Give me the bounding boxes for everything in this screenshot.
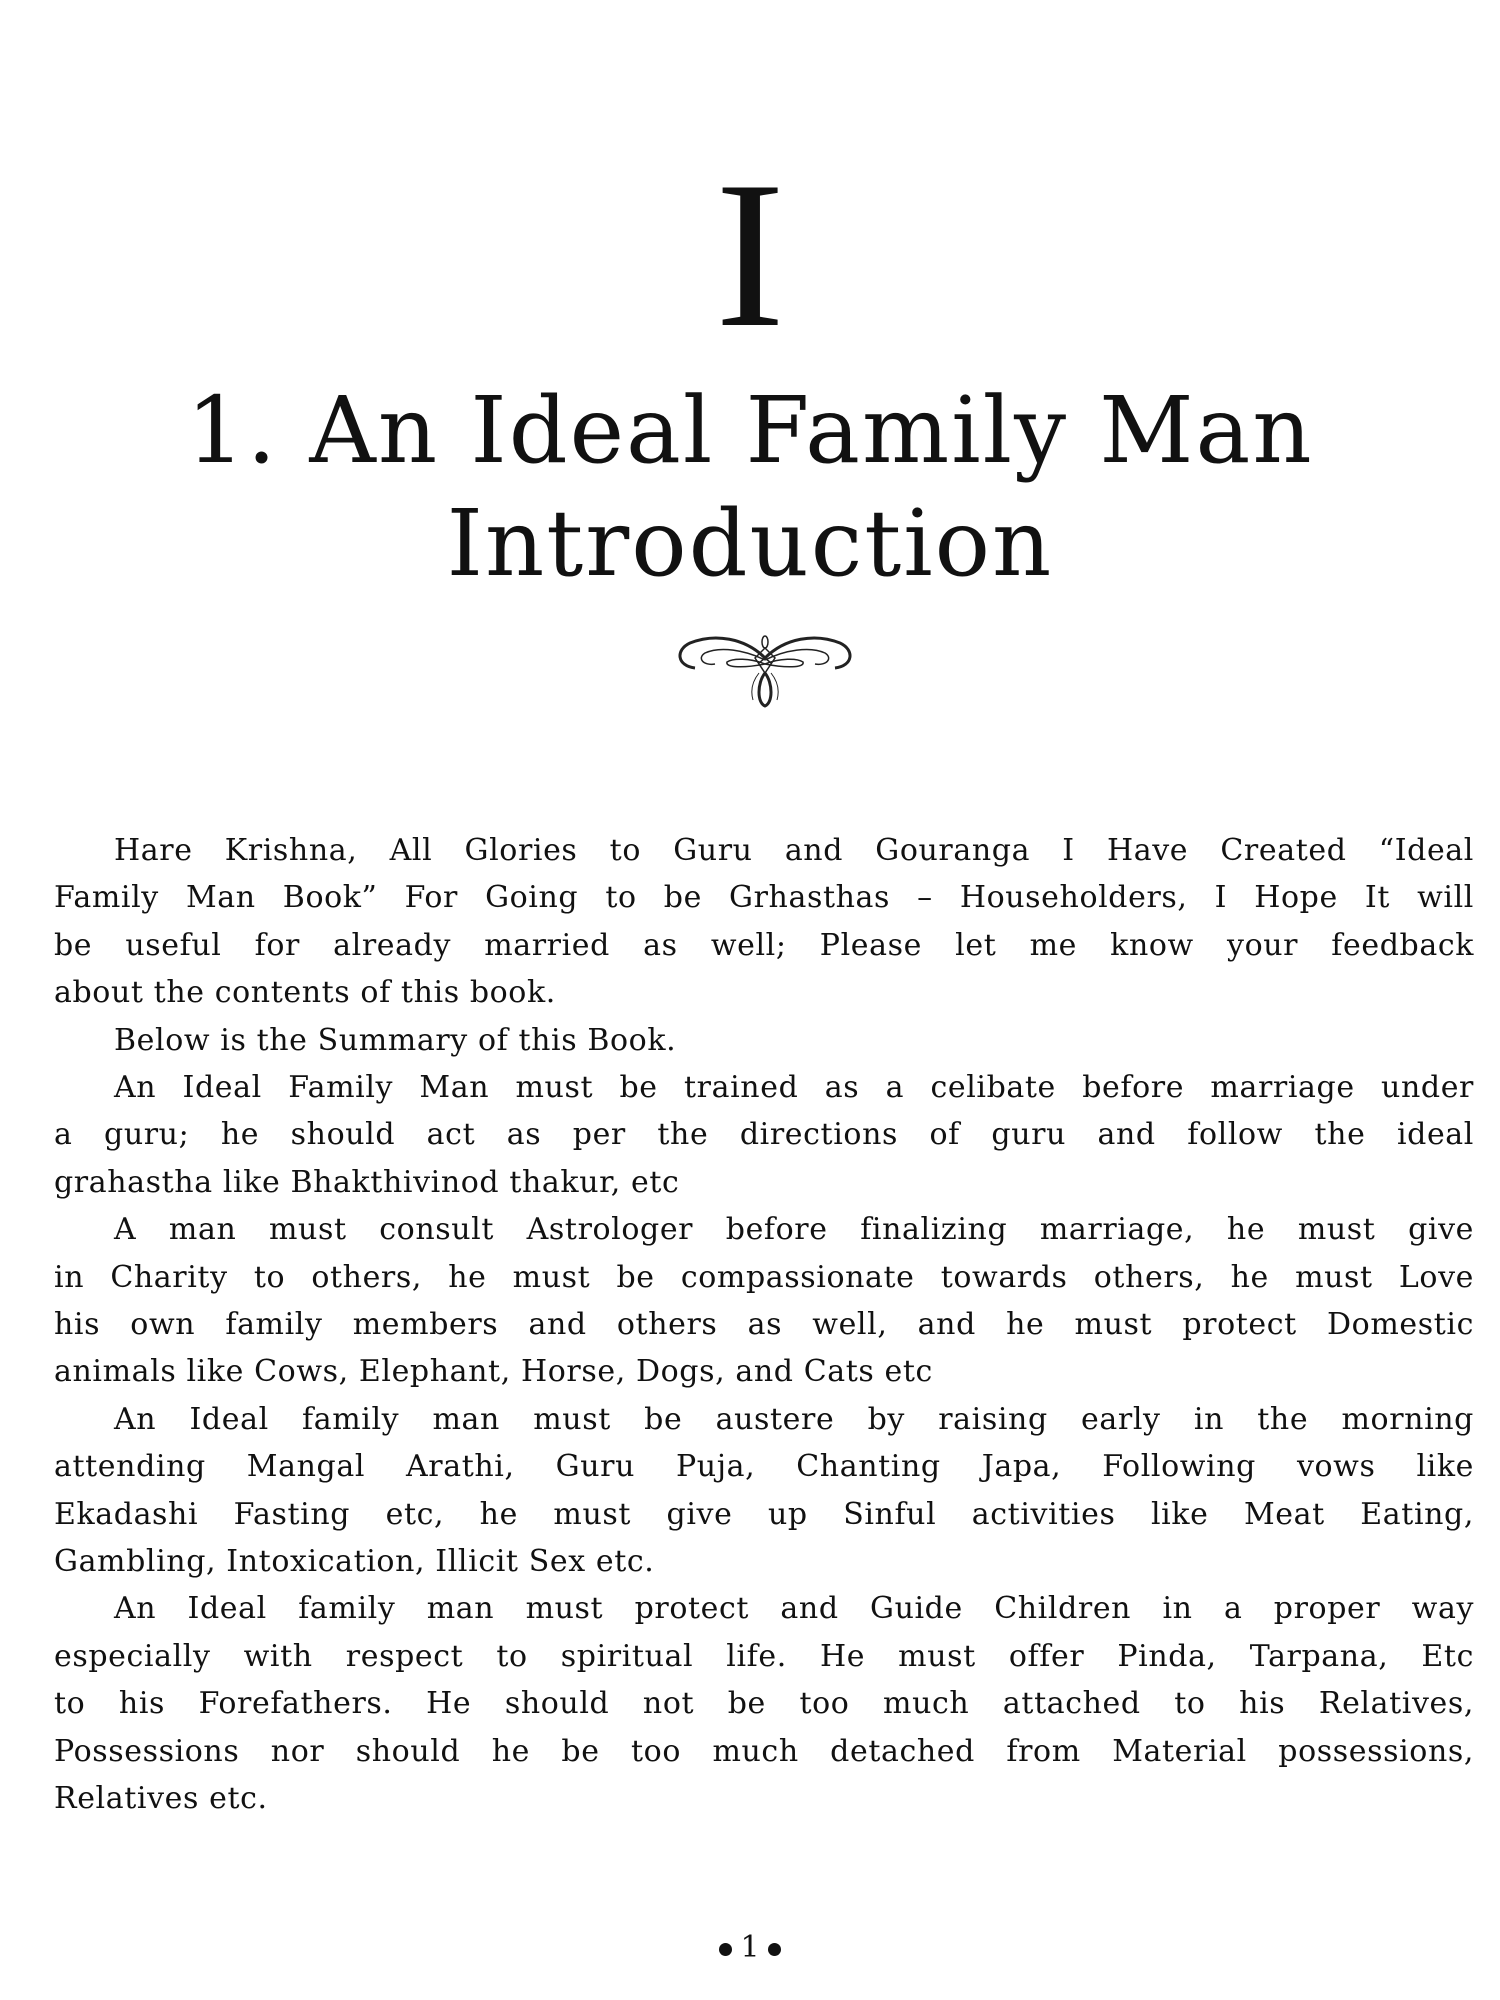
paragraph-line: An Ideal family man must be austere by raising early in the morning — [114, 1401, 1474, 1437]
chapter-numeral: I — [715, 139, 785, 371]
page-number-value: 1 — [740, 1930, 760, 1965]
paragraph-line: A man must consult Astrologer before finalizing marriage, he must give — [114, 1212, 1474, 1248]
paragraph-line: grahastha like Bhakthivinod thakur, etc — [54, 1164, 680, 1200]
paragraph-line: An Ideal family man must protect and Guide Children in a proper way — [114, 1591, 1474, 1627]
paragraph-line: about the contents of this book. — [54, 975, 556, 1011]
paragraph-line: Relatives etc. — [54, 1781, 268, 1816]
chapter-subtitle: Introduction — [446, 490, 1054, 597]
page-number — [0, 1930, 1500, 1965]
paragraph-line: in Charity to others, he must be compassionate towards others, he must Love — [54, 1259, 1474, 1295]
paragraph-line: Hare Krishna, All Glories to Guru and Gouranga I Have Created “Ideal — [114, 833, 1474, 868]
paragraph-line: Below is the Summary of this Book. — [114, 1022, 677, 1058]
bullet-icon — [719, 1943, 732, 1956]
paragraph-line: An Ideal Family Man must be trained as a celibate before marriage under — [114, 1070, 1474, 1105]
ornament-flourish-icon — [675, 628, 855, 710]
bullet-icon — [768, 1943, 781, 1956]
paragraph-line: animals like Cows, Elephant, Horse, Dogs, and Cats etc — [54, 1354, 933, 1390]
paragraph-line: be useful for already married as well; Please let me know your feedback — [54, 927, 1474, 963]
paragraph-line: especially with respect to spiritual life. He must offer Pinda, Tarpana, Etc — [54, 1638, 1474, 1674]
paragraph-line: a guru; he should act as per the directions of guru and follow the ideal — [54, 1117, 1474, 1153]
paragraph-line: Gambling, Intoxication, Illicit Sex etc. — [54, 1544, 655, 1579]
paragraph-line: Ekadashi Fasting etc, he must give up Sinful activities like Meat Eating, — [54, 1496, 1474, 1532]
paragraph-line: attending Mangal Arathi, Guru Puja, Chanting Japa, Following vows like — [54, 1449, 1474, 1485]
paragraph-line: Possessions nor should he be too much detached from Material possessions, — [54, 1733, 1474, 1769]
paragraph-line: Family Man Book” For Going to be Grhasthas – Householders, I Hope It will — [54, 880, 1474, 916]
paragraph-line: his own family members and others as well, and he must protect Domestic — [54, 1307, 1474, 1342]
paragraph-line: to his Forefathers. He should not be too much attached to his Relatives, — [54, 1686, 1474, 1722]
chapter-title: 1. An Ideal Family Man — [186, 377, 1314, 484]
